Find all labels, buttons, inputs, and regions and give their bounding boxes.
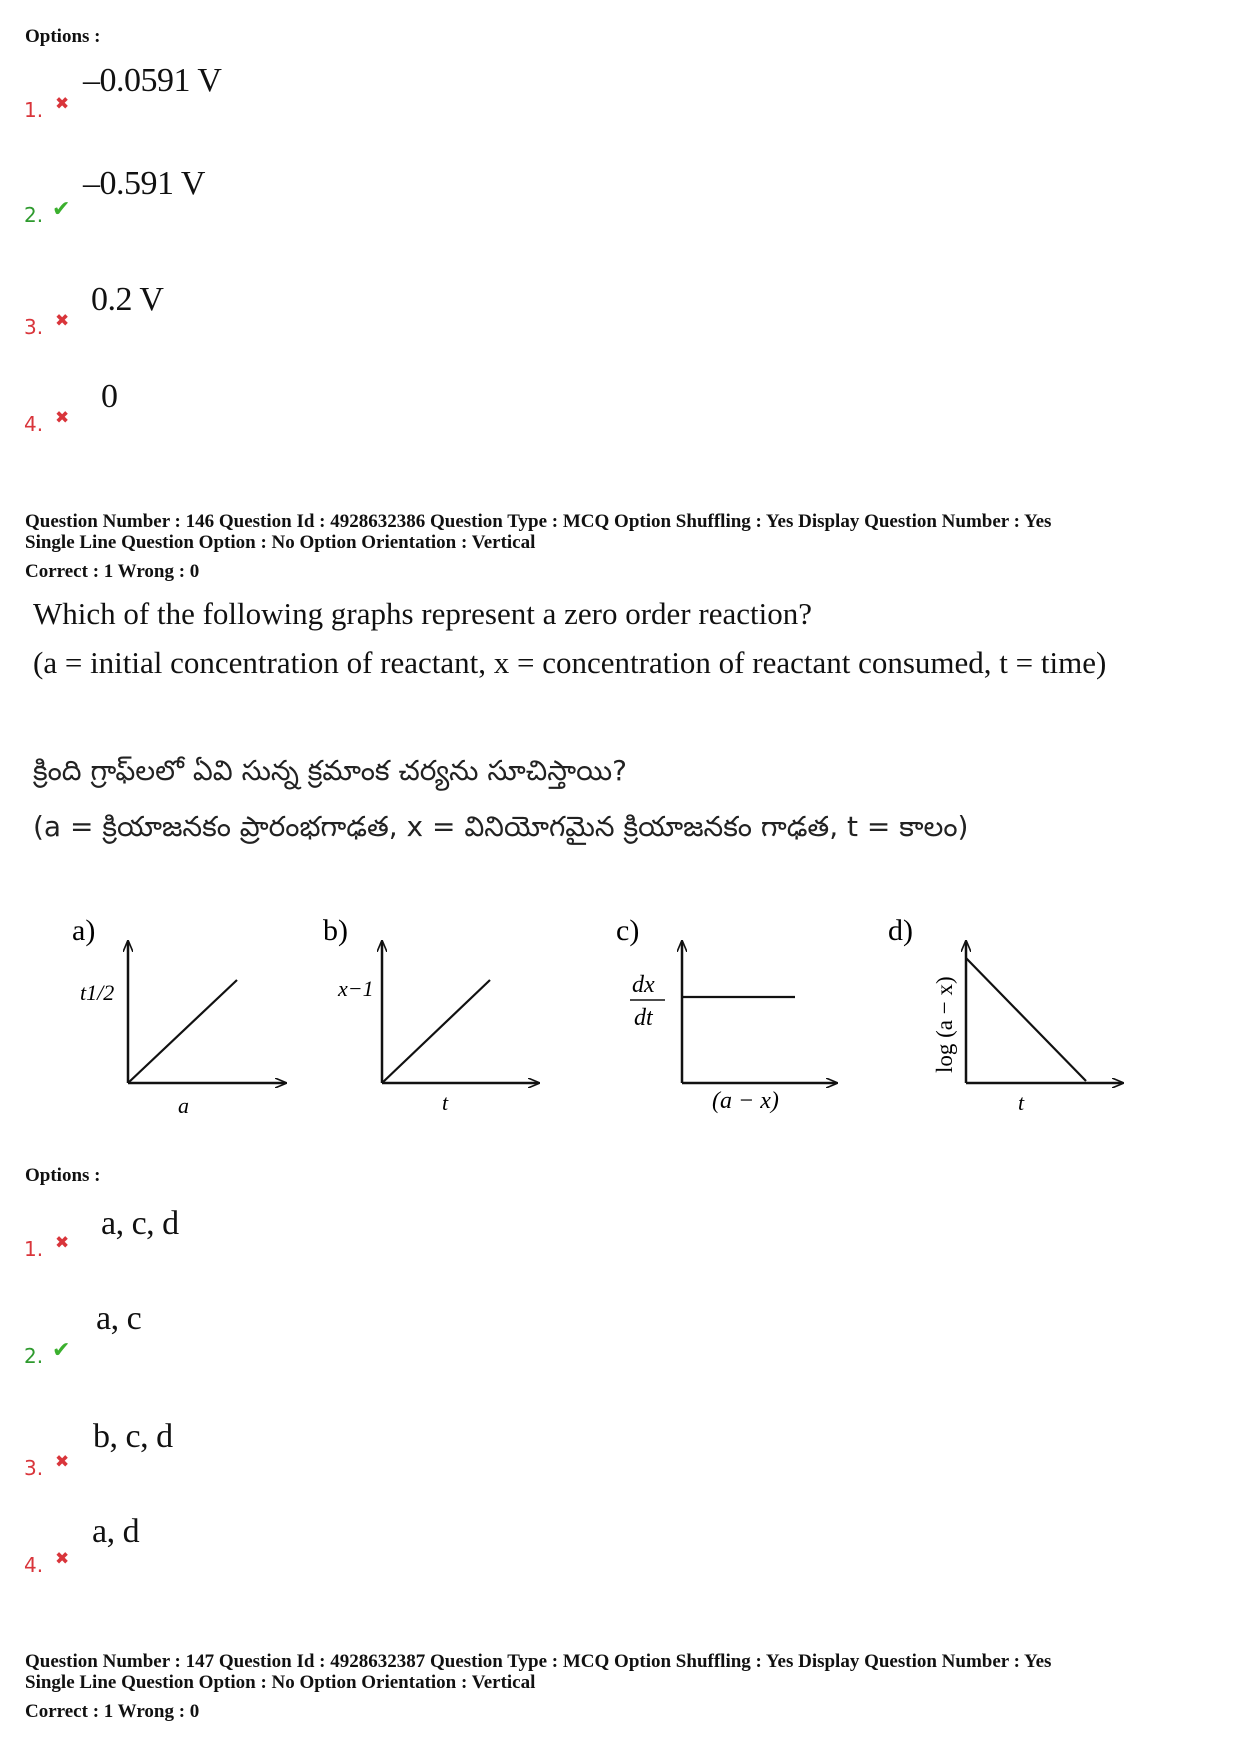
- wrong-mark-icon: ✖: [55, 1233, 70, 1253]
- question-meta-line2: Single Line Question Option : No Option Orientation : Vertical: [25, 1672, 536, 1693]
- question-text-english-line1: Which of the following graphs represent a zero order reaction?: [33, 596, 812, 631]
- x-axis-label: t: [1018, 1090, 1025, 1115]
- wrong-mark-icon: ✖: [55, 94, 70, 114]
- wrong-mark-icon: ✖: [55, 408, 70, 428]
- graph-label: c): [616, 914, 640, 947]
- option-text: a, d: [92, 1513, 140, 1550]
- option-text: 0: [101, 378, 118, 415]
- check-mark-icon: ✔: [52, 1338, 71, 1363]
- wrong-mark-icon: ✖: [55, 1452, 70, 1472]
- y-axis-label-numerator: dx: [632, 972, 655, 998]
- plot-line-increasing: [128, 980, 237, 1083]
- option-text: 0.2 V: [91, 281, 164, 318]
- plot-line-decreasing: [966, 958, 1086, 1081]
- option-number: 2.: [24, 1344, 44, 1368]
- check-mark-icon: ✔: [52, 197, 71, 222]
- wrong-mark-icon: ✖: [55, 311, 70, 331]
- option-number: 3.: [24, 1456, 44, 1480]
- option-text: b, c, d: [93, 1418, 173, 1455]
- question-meta-line1: Question Number : 147 Question Id : 4928632387 Question Type : MCQ Option Shuffling : Yes Display Question Number : Yes: [25, 1651, 1052, 1672]
- question-text-english-line2: (a = initial concentration of reactant, x = concentration of reactant consumed, t = time): [33, 645, 1107, 680]
- option-text: –0.0591 V: [83, 62, 222, 99]
- graph-label: d): [888, 914, 913, 947]
- option-number: 2.: [24, 203, 44, 227]
- question-meta-line2: Single Line Question Option : No Option Orientation : Vertical: [25, 532, 536, 553]
- option-number: 1.: [24, 1237, 44, 1261]
- option-number: 4.: [24, 412, 44, 436]
- question-marks: Correct : 1 Wrong : 0: [25, 561, 200, 582]
- option-text: –0.591 V: [83, 165, 205, 202]
- option-text: a, c: [96, 1300, 142, 1337]
- options-heading: Options :: [25, 26, 101, 47]
- option-number: 3.: [24, 315, 44, 339]
- plot-line-increasing: [382, 980, 490, 1083]
- graph-label: a): [72, 914, 96, 947]
- option-number: 1.: [24, 98, 44, 122]
- question-text-telugu-line2: (a = క్రియాజనకం ప్రారంభగాఢత, x = వినియోగమైన క్రియాజనకం గాఢత, t = కాలం): [33, 810, 969, 843]
- graph-c: [616, 914, 836, 1114]
- y-axis-label-denominator: dt: [634, 1005, 653, 1031]
- graph-label: b): [323, 914, 348, 947]
- graph-b: [323, 914, 538, 1115]
- y-axis-label: t1/2: [80, 980, 115, 1005]
- y-axis-label: x−1: [338, 976, 374, 1001]
- x-axis-label: a: [178, 1093, 189, 1118]
- question-marks: Correct : 1 Wrong : 0: [25, 1701, 200, 1722]
- option-text: a, c, d: [101, 1205, 179, 1242]
- x-axis-label: (a − x): [712, 1088, 779, 1114]
- x-axis-label: t: [442, 1090, 449, 1115]
- graphs-figure: [0, 900, 1240, 1130]
- graph-d: [888, 914, 1122, 1115]
- question-meta-line1: Question Number : 146 Question Id : 4928632386 Question Type : MCQ Option Shuffling : Yes Display Question Number : Yes: [25, 511, 1052, 532]
- graph-a: [72, 914, 285, 1118]
- option-number: 4.: [24, 1553, 44, 1577]
- options-heading: Options :: [25, 1165, 101, 1186]
- question-text-telugu-line1: క్రింది గ్రాఫ్‌లలో ఏవి సున్న క్రమాంక చర్యను సూచిస్తాయి?: [33, 754, 627, 787]
- wrong-mark-icon: ✖: [55, 1549, 70, 1569]
- y-axis-label: log (a − x): [932, 976, 957, 1073]
